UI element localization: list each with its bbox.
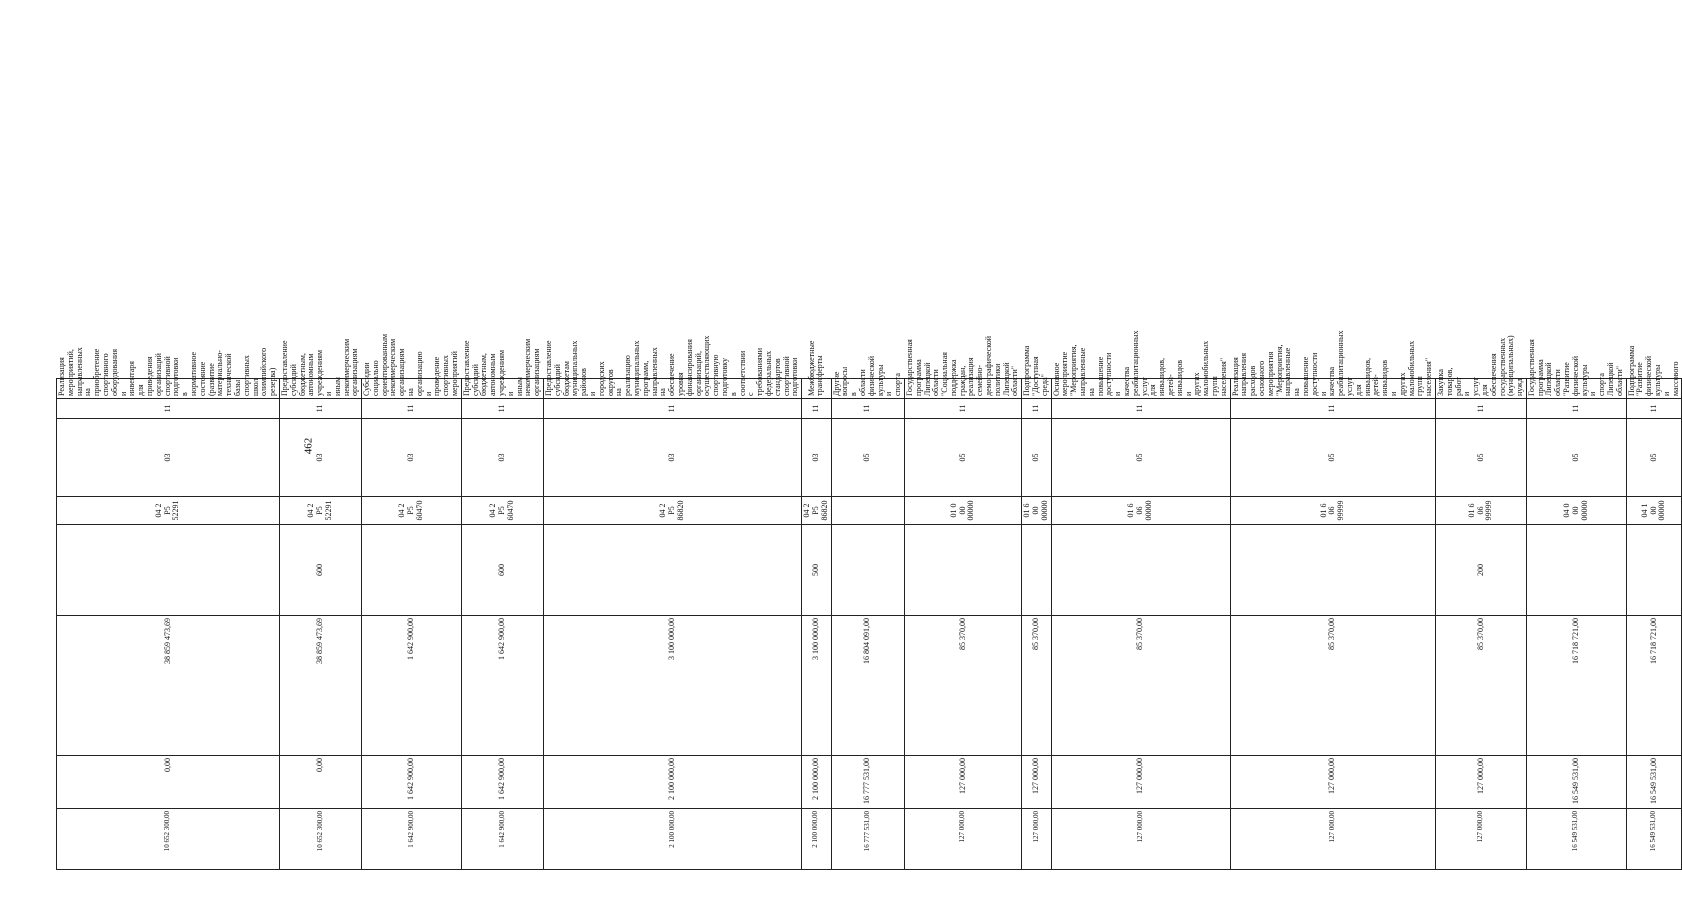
cell-subsection: 03 xyxy=(544,419,802,497)
cell-value-1: 85 370,00 xyxy=(904,616,1021,756)
cell-subsection: 05 xyxy=(1051,419,1230,497)
cell-value-3: 127 000,00 xyxy=(904,809,1021,870)
cell-subsection: 03 xyxy=(279,419,361,497)
cell-type xyxy=(831,525,904,616)
cell-value-2: 2 100 000,00 xyxy=(544,756,802,809)
cell-name: Подпрограмма "Развитие физической культуры и массового xyxy=(1626,379,1682,399)
cell-value-1: 85 370,00 xyxy=(1230,616,1435,756)
cell-section: 11 xyxy=(1051,399,1230,419)
cell-subsection: 05 xyxy=(831,419,904,497)
cell-section: 11 xyxy=(904,399,1021,419)
cell-type xyxy=(1022,525,1051,616)
cell-name: Предоставление субсидий бюджетным, автономным учреждениям и иным некоммерческим организациям xyxy=(279,379,361,399)
table-row xyxy=(1626,32,1682,870)
cell-value-2: 16 549 531,00 xyxy=(1626,756,1682,809)
cell-value-2: 1 642 900,00 xyxy=(461,756,543,809)
table-row xyxy=(57,32,280,870)
cell-subsection: 05 xyxy=(1230,419,1435,497)
table-row xyxy=(279,32,361,870)
cell-target-code: 04 2 P5 60470 xyxy=(461,497,543,525)
cell-target-code: 04 2 P5 52291 xyxy=(279,497,361,525)
cell-value-2: 0,00 xyxy=(279,756,361,809)
cell-target-code: 01 0 00 00000 xyxy=(904,497,1021,525)
cell-section: 11 xyxy=(802,399,831,419)
cell-target-code: 01 6 00 00000 xyxy=(1022,497,1051,525)
cell-value-1: 3 100 000,00 xyxy=(802,616,831,756)
budget-table xyxy=(56,31,1682,870)
cell-type: 500 xyxy=(802,525,831,616)
cell-section: 11 xyxy=(1022,399,1051,419)
cell-section: 11 xyxy=(544,399,802,419)
cell-subsection: 05 xyxy=(1626,419,1682,497)
cell-section: 11 xyxy=(362,399,462,419)
cell-name: Другие вопросы в области физической культуры и спорта xyxy=(831,379,904,399)
cell-type xyxy=(1051,525,1230,616)
cell-name: Субсидии социально ориентированным некоммерческим организациям на организацию и проведение спортивных мероприятий xyxy=(362,379,462,399)
cell-target-code: 04 0 00 00000 xyxy=(1526,497,1626,525)
table-row xyxy=(544,32,802,870)
cell-value-2: 16 777 531,00 xyxy=(831,756,904,809)
table-row xyxy=(904,32,1021,870)
cell-value-3: 16 549 531,00 xyxy=(1626,809,1682,870)
cell-type xyxy=(57,525,280,616)
cell-name: Предоставление субсидий бюджетным, автономным учреждениям и иным некоммерческим организациям xyxy=(461,379,543,399)
rotated-table-frame xyxy=(56,32,1680,870)
cell-value-3: 2 100 000,00 xyxy=(544,809,802,870)
table-row xyxy=(1230,32,1435,870)
cell-type: 600 xyxy=(461,525,543,616)
table-row xyxy=(1435,32,1526,870)
cell-subsection: 03 xyxy=(362,419,462,497)
cell-section: 11 xyxy=(1435,399,1526,419)
cell-value-1: 85 370,00 xyxy=(1435,616,1526,756)
cell-name: Государственная программа Липецкой области "Социальная поддержка граждан, реализация семейно-демографической политики Липецкой области" xyxy=(904,379,1021,399)
table-row xyxy=(802,32,831,870)
cell-name: Предоставление субсидий бюджетам муниципальных районов и городских округов на реализацию муниципальных программ, направленных на обеспечение уровня финансирования организаций, осуществляющих спортивную подготовку в соответствии с требованиями федеральных стандартов спортивной подготовки xyxy=(544,379,802,399)
table-row xyxy=(1022,32,1051,870)
table-body xyxy=(57,32,1682,870)
cell-value-2: 1 642 900,00 xyxy=(362,756,462,809)
cell-name: Реализация мероприятий, направленных на приобретение спортивного оборудования и инвентаря для приведения организаций спортивной подготовки в нормативное состояние (развитие материально-технической базы спортивных школ олимпийского резерва) xyxy=(57,379,280,399)
cell-target-code: 01 6 06 00000 xyxy=(1051,497,1230,525)
cell-value-2: 0,00 xyxy=(57,756,280,809)
cell-value-1: 16 718 721,00 xyxy=(1526,616,1626,756)
cell-value-1: 1 642 900,00 xyxy=(362,616,462,756)
cell-value-3: 1 642 900,00 xyxy=(461,809,543,870)
cell-value-2: 127 000,00 xyxy=(1435,756,1526,809)
cell-value-3: 16 777 531,00 xyxy=(831,809,904,870)
cell-value-2: 2 100 000,00 xyxy=(802,756,831,809)
cell-value-3: 127 000,00 xyxy=(1022,809,1051,870)
cell-subsection: 03 xyxy=(461,419,543,497)
cell-value-3: 10 652 300,00 xyxy=(57,809,280,870)
cell-value-1: 16 718 721,00 xyxy=(1626,616,1682,756)
table-row xyxy=(461,32,543,870)
cell-value-2: 16 549 531,00 xyxy=(1526,756,1626,809)
cell-section: 11 xyxy=(461,399,543,419)
cell-target-code xyxy=(831,497,904,525)
cell-target-code: 04 2 P5 60470 xyxy=(362,497,462,525)
cell-subsection: 03 xyxy=(802,419,831,497)
cell-type xyxy=(1230,525,1435,616)
cell-value-2: 127 000,00 xyxy=(1230,756,1435,809)
table-row xyxy=(362,32,462,870)
cell-name: Государственная программа Липецкой области "Развитие физической культуры и спорта Липецкой области" xyxy=(1526,379,1626,399)
cell-value-3: 10 652 300,00 xyxy=(279,809,361,870)
cell-target-code: 04 2 P5 86820 xyxy=(544,497,802,525)
cell-value-1: 3 100 000,00 xyxy=(544,616,802,756)
table-row xyxy=(831,32,904,870)
cell-name: Межбюджетные трансферты xyxy=(802,379,831,399)
cell-target-code: 04 2 P5 86820 xyxy=(802,497,831,525)
cell-target-code: 04 2 P5 52291 xyxy=(57,497,280,525)
cell-section: 11 xyxy=(1626,399,1682,419)
cell-section: 11 xyxy=(279,399,361,419)
cell-target-code: 01 6 06 99999 xyxy=(1435,497,1526,525)
table-container xyxy=(56,32,1680,870)
cell-name: Закупка товаров, работ и услуг для обеспечения государственных (муниципальных) нужд xyxy=(1435,379,1526,399)
cell-section: 11 xyxy=(57,399,280,419)
cell-type: 200 xyxy=(1435,525,1526,616)
cell-subsection: 05 xyxy=(1435,419,1526,497)
cell-value-1: 16 804 091,00 xyxy=(831,616,904,756)
cell-target-code: 01 6 06 99999 xyxy=(1230,497,1435,525)
cell-value-3: 127 000,00 xyxy=(1230,809,1435,870)
table-row xyxy=(1526,32,1626,870)
cell-section: 11 xyxy=(1526,399,1626,419)
cell-name: Подпрограмма "Доступная среда" xyxy=(1022,379,1051,399)
cell-section: 11 xyxy=(1230,399,1435,419)
table-row xyxy=(1051,32,1230,870)
cell-subsection: 05 xyxy=(1022,419,1051,497)
cell-value-1: 38 859 473,69 xyxy=(57,616,280,756)
cell-type xyxy=(904,525,1021,616)
cell-subsection: 05 xyxy=(1526,419,1626,497)
cell-type xyxy=(1526,525,1626,616)
cell-value-3: 16 549 531,00 xyxy=(1526,809,1626,870)
cell-value-3: 127 000,00 xyxy=(1435,809,1526,870)
cell-type xyxy=(1626,525,1682,616)
cell-value-1: 85 370,00 xyxy=(1022,616,1051,756)
cell-target-code: 04 1 00 00000 xyxy=(1626,497,1682,525)
cell-value-2: 127 000,00 xyxy=(1022,756,1051,809)
cell-value-3: 127 000,00 xyxy=(1051,809,1230,870)
cell-value-1: 38 859 473,69 xyxy=(279,616,361,756)
cell-value-1: 85 370,00 xyxy=(1051,616,1230,756)
cell-type xyxy=(362,525,462,616)
cell-name: Основное мероприятие "Мероприятия, направленные на повышение доступности и качества реабилитационных услуг для инвалидов, детей-инвалидов и других маломобильных групп населения" xyxy=(1051,379,1230,399)
cell-type xyxy=(544,525,802,616)
cell-value-1: 1 642 900,00 xyxy=(461,616,543,756)
cell-subsection: 05 xyxy=(904,419,1021,497)
cell-type: 600 xyxy=(279,525,361,616)
page-number: 462 xyxy=(302,437,315,455)
cell-value-3: 1 642 900,00 xyxy=(362,809,462,870)
cell-name: Реализация направления расходов основного мероприятия "Мероприятия, направленные на повышение доступности и качества реабилитационных услуг для инвалидов, детей-инвалидов и других маломобильных групп населения" xyxy=(1230,379,1435,399)
cell-value-2: 127 000,00 xyxy=(904,756,1021,809)
cell-section: 11 xyxy=(831,399,904,419)
cell-subsection: 03 xyxy=(57,419,280,497)
cell-value-2: 127 000,00 xyxy=(1051,756,1230,809)
cell-value-3: 2 100 000,00 xyxy=(802,809,831,870)
